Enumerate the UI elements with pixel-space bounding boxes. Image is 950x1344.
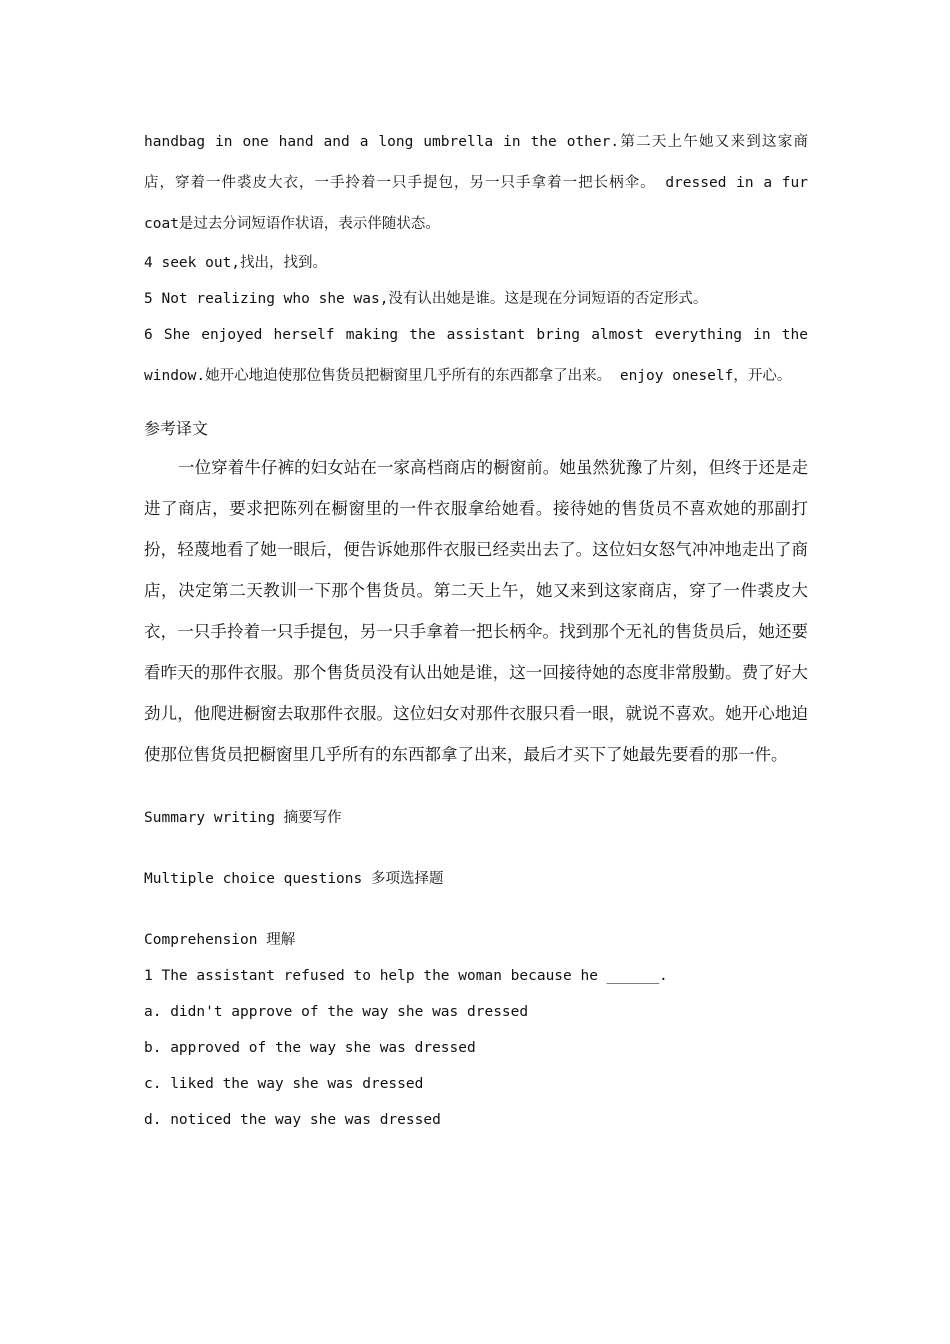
note-item-4: 4 seek out,找出，找到。 (144, 255, 328, 271)
mcq-heading: Multiple choice questions 多项选择题 (144, 871, 444, 887)
question-1: 1 The assistant refused to help the woman because he ______. (144, 968, 668, 984)
option-b: b. approved of the way she was dressed (144, 1040, 476, 1056)
note-item-6: 6 She enjoyed herself making the assistant bring almost everything in the window.她开心地迫使那位售货员把橱窗里几乎所有的东西都拿了出来。 enjoy oneself，开心。 (144, 327, 808, 384)
translation-body: 一位穿着牛仔裤的妇女站在一家高档商店的橱窗前。她虽然犹豫了片刻，但终于还是走进了商店，要求把陈列在橱窗里的一件衣服拿给她看。接待她的售货员不喜欢她的那副打扮，轻蔑地看了她一眼后，便告诉她那件衣服已经卖出去了。这位妇女怒气冲冲地走出了商店，决定第二天教训一下那个售货员。第二天上午，她又来到这家商店，穿了一件裘皮大衣，一只手拎着一只手提包，另一只手拿着一把长柄伞。找到那个无礼的售货员后，她还要看昨天的那件衣服。那个售货员没有认出她是谁，这一回接待她的态度非常殷勤。费了好大劲儿，他爬进橱窗去取那件衣服。这位妇女对那件衣服只看一眼，就说不喜欢。她开心地迫使那位售货员把橱窗里几乎所有的东西都拿了出来，最后才买下了她最先要看的那一件。 (144, 458, 808, 764)
comprehension-heading: Comprehension 理解 (144, 932, 296, 948)
page-content (144, 122, 808, 1138)
note-item-3-continuation: handbag in one hand and a long umbrella in the other.第二天上午她又来到这家商店，穿着一件裘皮大衣，一手拎着一只手提包，另一只手拿着一把长柄伞。 dressed in a fur coat是过去分词短语作状语，表示伴随状态。 (144, 134, 808, 232)
translation-heading: 参考译文 (144, 419, 209, 438)
note-item-5: 5 Not realizing who she was,没有认出她是谁。这是现在分词短语的否定形式。 (144, 291, 708, 307)
option-c: c. liked the way she was dressed (144, 1076, 424, 1092)
option-d: d. noticed the way she was dressed (144, 1112, 441, 1128)
option-a: a. didn't approve of the way she was dressed (144, 1004, 529, 1020)
summary-writing-heading: Summary writing 摘要写作 (144, 810, 342, 826)
